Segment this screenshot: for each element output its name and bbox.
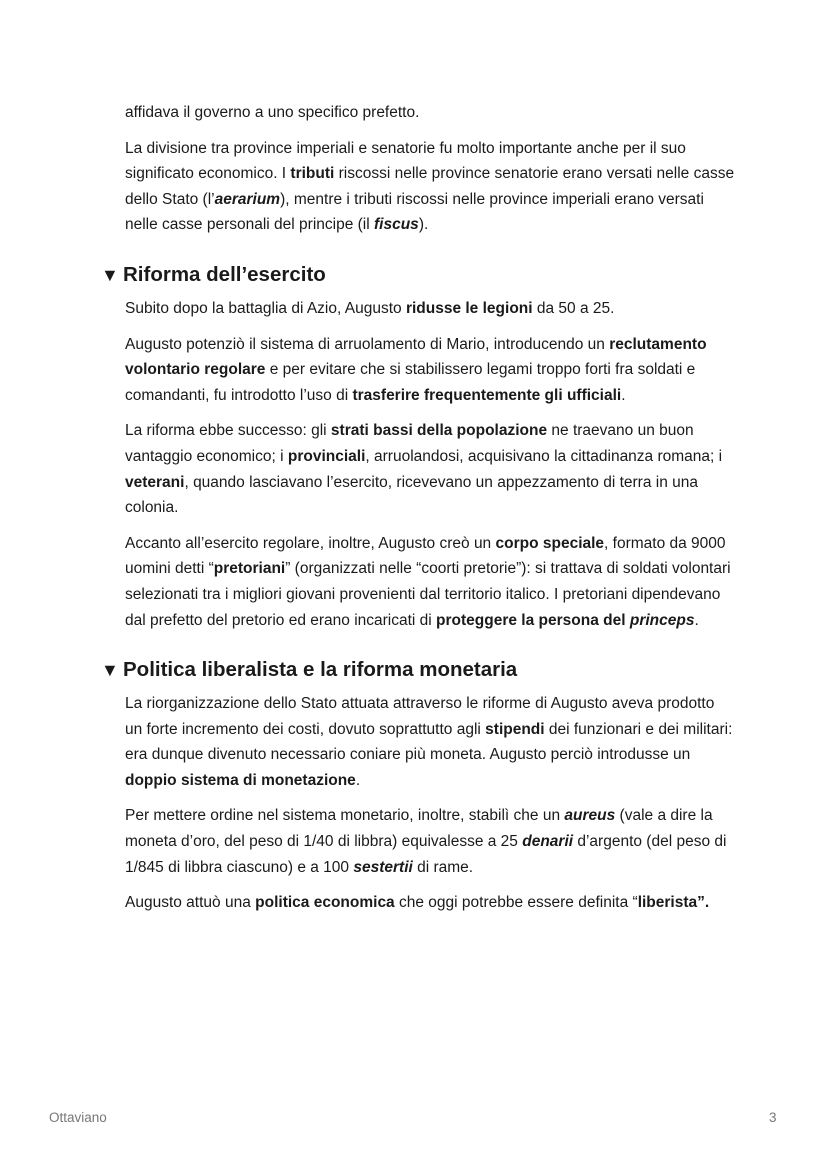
footer-document-title: Ottaviano bbox=[49, 1110, 107, 1125]
section-heading-politica-liberalista[interactable]: ▼ Politica liberalista e la riforma monetaria bbox=[101, 655, 735, 685]
paragraph: Per mettere ordine nel sistema monetario, inoltre, stabilì che un aureus (vale a dire la moneta d’oro, del peso di 1/40 di libbra) equivalesse a 25 denarii d’argento (del peso di 1/845 di libbra ciascuno) e a 100 sestertii di rame. bbox=[125, 807, 727, 876]
paragraph: La riforma ebbe successo: gli strati bassi della popolazione ne traevano un buon vantaggio economico; i provinciali, arruolandosi, acquisivano la cittadinanza romana; i veterani, quando lasciavano l’esercito, ricevevano un appezzamento di terra in una colonia. bbox=[125, 422, 723, 517]
document-body bbox=[101, 100, 735, 926]
paragraph: affidava il governo a uno specifico prefetto. bbox=[125, 104, 420, 121]
paragraph: Augusto potenziò il sistema di arruolamento di Mario, introducendo un reclutamento volontario regolare e per evitare che si stabilissero legami troppo forti fra soldati e comandanti, fu introdotto l’uso di trasferire frequentemente gli ufficiali. bbox=[125, 335, 707, 404]
paragraph: La riorganizzazione dello Stato attuata attraverso le riforme di Augusto aveva prodotto un forte incremento dei costi, dovuto soprattutto agli stipendi dei funzionari e dei militari: era dunque divenuto necessario coniare più moneta. Augusto perciò introdusse un doppio sistema di monetazione. bbox=[125, 695, 733, 789]
paragraph: Augusto attuò una politica economica che oggi potrebbe essere definita “liberista”. bbox=[125, 894, 710, 912]
section-heading-riforma-esercito[interactable]: ▼ Riforma dell’esercito bbox=[101, 260, 735, 290]
toggle-triangle-icon[interactable]: ▼ bbox=[101, 660, 119, 681]
paragraph: Subito dopo la battaglia di Azio, Augusto ridusse le legioni da 50 a 25. bbox=[125, 299, 615, 317]
paragraph: Accanto all’esercito regolare, inoltre, Augusto creò un corpo speciale, formato da 9000 uomini detti “pretoriani” (organizzati nelle “coorti pretorie”): si trattava di soldati volontari selezionati tra i migliori giovani provenienti dal territorio italico. I pretoriani dipendevano dal prefetto del pretorio ed erano incaricati di proteggere la persona del princeps. bbox=[125, 534, 731, 629]
footer-page-number: 3 bbox=[769, 1110, 777, 1125]
paragraph: La divisione tra province imperiali e senatorie fu molto importante anche per il suo significato economico. I tributi riscossi nelle province senatorie erano versati nelle casse dello Stato (l’aerarium), mentre i tributi riscossi nelle province imperiali erano versati nelle casse personali del principe (il fiscus). bbox=[125, 139, 735, 234]
toggle-triangle-icon[interactable]: ▼ bbox=[101, 264, 119, 285]
